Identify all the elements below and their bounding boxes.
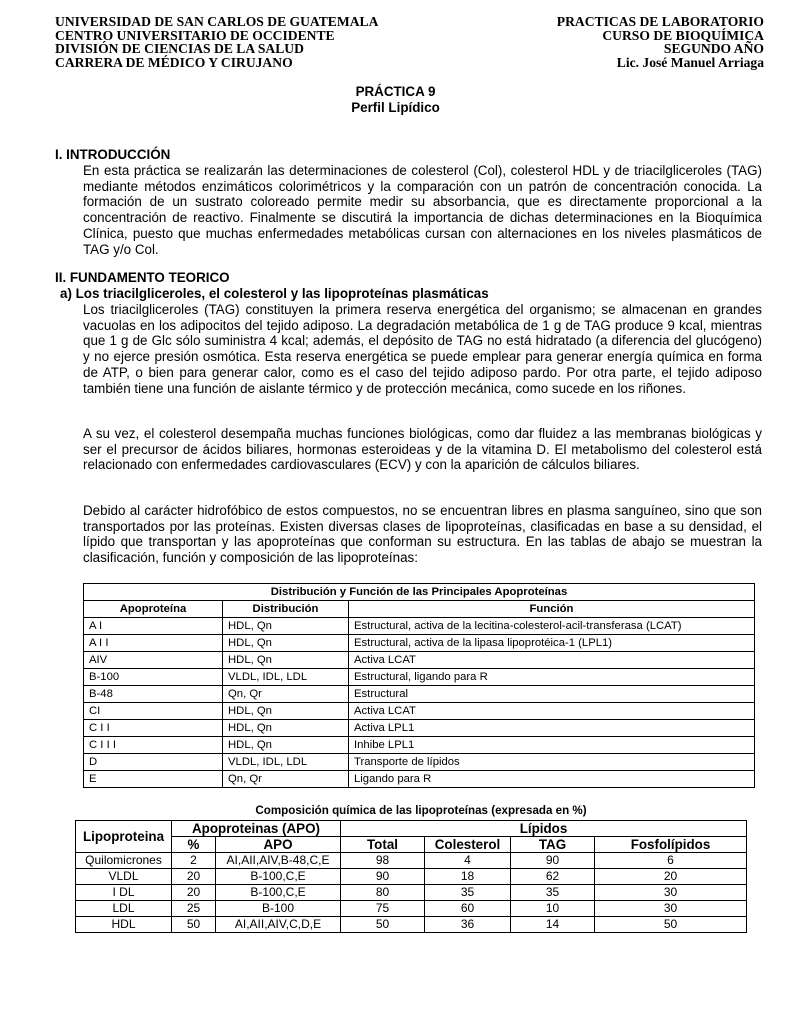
- table-cell: Estructural, activa de la lecitina-colesterol-acil-transferasa (LCAT): [349, 618, 755, 635]
- column-header: Total: [341, 837, 425, 853]
- table-cell: 90: [341, 869, 425, 885]
- table-cell: 20: [172, 869, 216, 885]
- table-cell: CI: [84, 703, 223, 720]
- theory-paragraph-1: Los triacilgliceroles (TAG) constituyen la primera reserva energética del organismo; se almacenan en grandes vacuolas en los adipocitos del tejido adiposo. La degradación metabólica de 1 g de TAG produce 9 kcal, mientras que 1 g de Glc sólo suministra 4 kcal; además, el depósito de TAG no está hidratado (a diferencia del glucógeno) y no ejerce presión osmótica. Esta reserva energética se puede emplear para generar energía química en forma de ATP, o bien para generar calor, como es el caso del tejido adiposo pardo. Por otra parte, el tejido adiposo también tiene una función de aislante térmico y de protección mecánica, como sucede en los riñones.: [83, 302, 762, 396]
- table-cell: 35: [425, 885, 511, 901]
- table-row: [76, 869, 747, 885]
- table-cell: HDL, Qn: [223, 635, 349, 652]
- table-cell: Estructural, activa de la lipasa lipoprotéica-1 (LPL1): [349, 635, 755, 652]
- header-left-line: UNIVERSIDAD DE SAN CARLOS DE GUATEMALA: [55, 14, 379, 29]
- table-cell: 50: [172, 917, 216, 933]
- table-row: [84, 771, 755, 788]
- table-cell: Activa LCAT: [349, 703, 755, 720]
- table-cell: B-100: [216, 901, 341, 917]
- table-cell: AIV: [84, 652, 223, 669]
- table-cell: Qn, Qr: [223, 771, 349, 788]
- table-row: [76, 853, 747, 869]
- table-cell: HDL: [76, 917, 172, 933]
- table-cell: 25: [172, 901, 216, 917]
- table-cell: 14: [511, 917, 595, 933]
- practice-title: PRÁCTICA 9: [355, 84, 436, 99]
- practice-subject: Perfil Lipídico: [351, 100, 440, 115]
- table-row: [84, 652, 755, 669]
- table-cell: Transporte de lípidos: [349, 754, 755, 771]
- table-cell: 2: [172, 853, 216, 869]
- table-row: [84, 720, 755, 737]
- table-cell: VLDL: [76, 869, 172, 885]
- table-cell: B-100,C,E: [216, 869, 341, 885]
- table-cell: 75: [341, 901, 425, 917]
- table-cell: 62: [511, 869, 595, 885]
- table-cell: 18: [425, 869, 511, 885]
- table-cell: 50: [595, 917, 747, 933]
- table-cell: B-48: [84, 686, 223, 703]
- table-cell: 50: [341, 917, 425, 933]
- table-row: [84, 618, 755, 635]
- table-cell: 10: [511, 901, 595, 917]
- column-header: Apoproteína: [84, 601, 223, 618]
- table-header-row: [76, 821, 747, 837]
- composition-table-caption: Composición química de las lipoproteínas (expresada en %): [255, 804, 587, 817]
- table-cell: Quilomicrones: [76, 853, 172, 869]
- table-cell: HDL, Qn: [223, 618, 349, 635]
- table-header-row: [84, 601, 755, 618]
- column-header: Lipoproteina: [76, 821, 172, 853]
- theory-paragraph-3: Debido al carácter hidrofóbico de estos compuestos, no se encuentran libres en plasma sanguíneo, sino que son transportados por las proteínas. Existen diversas clases de lipoproteínas, clasificadas en base a su densidad, el lípido que transportan y las apoproteínas que conforman su estructura. En las tablas de abajo se muestran la clasificación, función y composición de las lipoproteínas:: [83, 503, 762, 566]
- table-cell: AI,AII,AIV,C,D,E: [216, 917, 341, 933]
- table-cell: 6: [595, 853, 747, 869]
- table-row: [84, 703, 755, 720]
- intro-paragraph: En esta práctica se realizarán las determinaciones de colesterol (Col), colesterol HDL y de triacilgliceroles (TAG) mediante métodos enzimáticos colorimétricos y la comparación con un patrón de concentración conocida. La formación de un sustrato coloreado permite medir su absorbancia, que es directamente proporcional a la concentración de reactivo. Finalmente se discutirá la importancia de dichas determinaciones en la Bioquímica Clínica, puesto que muchas enfermedades metabólicas cursan con alternaciones en los niveles plasmáticos de TAG y/o Col.: [83, 163, 762, 257]
- table-cell: HDL, Qn: [223, 737, 349, 754]
- intro-heading: I. INTRODUCCIÓN: [55, 147, 171, 162]
- table-subheader-row: [76, 837, 747, 853]
- column-header: APO: [216, 837, 341, 853]
- table-cell: B-100: [84, 669, 223, 686]
- column-header: Distribución: [223, 601, 349, 618]
- table-cell: Activa LPL1: [349, 720, 755, 737]
- table-cell: 30: [595, 901, 747, 917]
- table-caption-row: [84, 584, 755, 601]
- table-cell: LDL: [76, 901, 172, 917]
- column-header: Función: [349, 601, 755, 618]
- table-row: [84, 669, 755, 686]
- table-row: [76, 917, 747, 933]
- table-cell: E: [84, 771, 223, 788]
- header-right-line: PRACTICAS DE LABORATORIO: [556, 14, 764, 29]
- table-cell: A I: [84, 618, 223, 635]
- header-left-line: CENTRO UNIVERSITARIO DE OCCIDENTE: [55, 27, 335, 43]
- header-left-line: DIVISIÓN DE CIENCIAS DE LA SALUD: [55, 41, 304, 57]
- table-cell: C I I: [84, 720, 223, 737]
- table-cell: A I I: [84, 635, 223, 652]
- table-row: [84, 686, 755, 703]
- theory-paragraph-2: A su vez, el colesterol desempaña muchas funciones biológicas, como dar fluidez a las membranas biológicas y ser el precursor de ácidos biliares, hormonas esteroideas y de la vitamina D. El metabolismo del colesterol está relacionado con enfermedades cardiovasculares (ECV) y con la aparición de cálculos biliares.: [83, 426, 762, 473]
- table-cell: AI,AII,AIV,B-48,C,E: [216, 853, 341, 869]
- table-cell: HDL, Qn: [223, 703, 349, 720]
- table-cell: 20: [172, 885, 216, 901]
- table-cell: Estructural: [349, 686, 755, 703]
- table-cell: HDL, Qn: [223, 720, 349, 737]
- table-cell: 60: [425, 901, 511, 917]
- table-cell: HDL, Qn: [223, 652, 349, 669]
- column-header: Colesterol: [425, 837, 511, 853]
- table-cell: 98: [341, 853, 425, 869]
- table-cell: VLDL, IDL, LDL: [223, 754, 349, 771]
- apoprotein-table: [83, 583, 755, 788]
- theory-heading: II. FUNDAMENTO TEORICO: [55, 270, 230, 285]
- table-cell: 35: [511, 885, 595, 901]
- column-header: %: [172, 837, 216, 853]
- table-row: [84, 754, 755, 771]
- column-header: Fosfolípidos: [595, 837, 747, 853]
- table-cell: C I I I: [84, 737, 223, 754]
- table-cell: 90: [511, 853, 595, 869]
- column-header: TAG: [511, 837, 595, 853]
- column-group-header: Lípidos: [341, 821, 747, 837]
- table-cell: 80: [341, 885, 425, 901]
- table-cell: 30: [595, 885, 747, 901]
- table-cell: I DL: [76, 885, 172, 901]
- table-cell: D: [84, 754, 223, 771]
- header-right-line: Lic. José Manuel Arriaga: [616, 54, 764, 70]
- table-cell: VLDL, IDL, LDL: [223, 669, 349, 686]
- apoprotein-table-caption: Distribución y Función de las Principales Apoproteínas: [84, 584, 755, 601]
- table-cell: Inhibe LPL1: [349, 737, 755, 754]
- table-cell: Estructural, ligando para R: [349, 669, 755, 686]
- table-row: [84, 737, 755, 754]
- table-cell: B-100,C,E: [216, 885, 341, 901]
- table-cell: 4: [425, 853, 511, 869]
- table-cell: 36: [425, 917, 511, 933]
- table-cell: Ligando para R: [349, 771, 755, 788]
- table-row: [76, 885, 747, 901]
- composition-table: [75, 820, 747, 933]
- table-cell: Activa LCAT: [349, 652, 755, 669]
- table-cell: 20: [595, 869, 747, 885]
- table-row: [84, 635, 755, 652]
- column-group-header: Apoproteinas (APO): [172, 821, 341, 837]
- header-left-line: CARRERA DE MÉDICO Y CIRUJANO: [55, 54, 293, 70]
- table-cell: Qn, Qr: [223, 686, 349, 703]
- theory-subheading: a) Los triacilgliceroles, el colesterol y las lipoproteínas plasmáticas: [60, 286, 489, 301]
- course-header: [557, 15, 764, 69]
- header-right-line: SEGUNDO AÑO: [663, 41, 764, 57]
- institution-header: [55, 15, 378, 69]
- table-row: [76, 901, 747, 917]
- header-right-line: CURSO DE BIOQUÍMICA: [602, 27, 764, 43]
